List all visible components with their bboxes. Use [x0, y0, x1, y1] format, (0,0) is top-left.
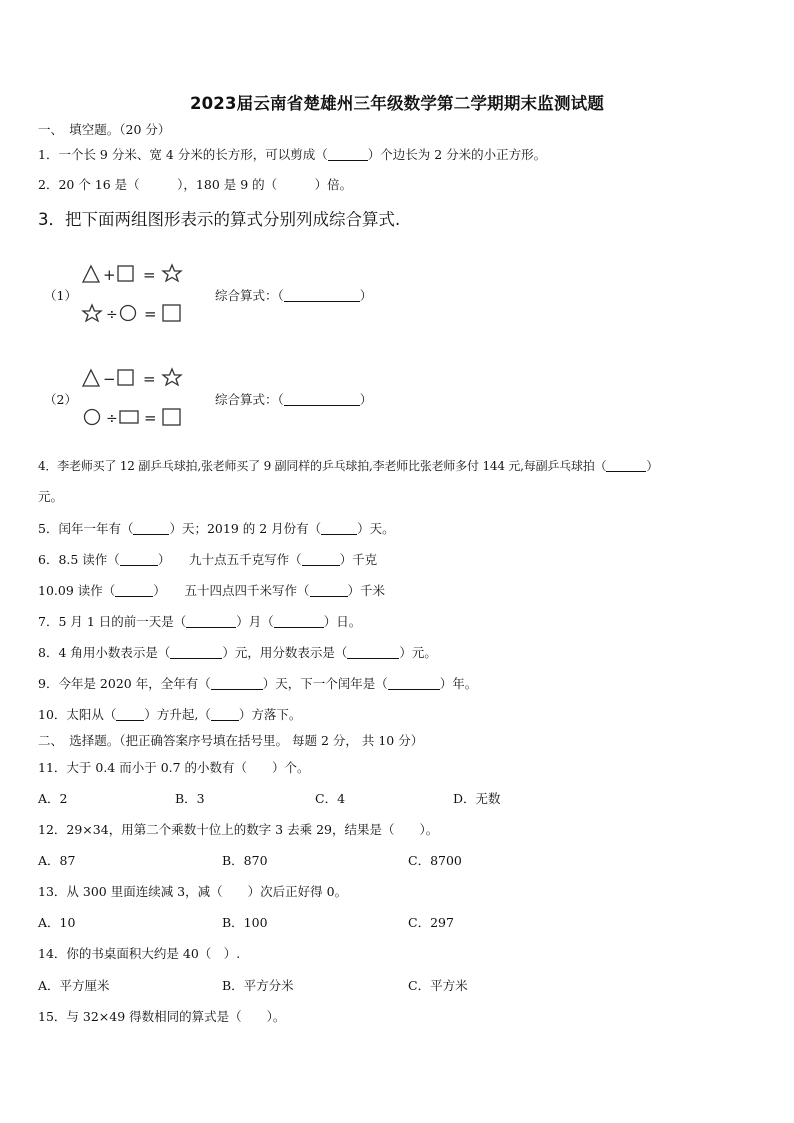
divide-sign: ÷	[106, 307, 118, 323]
q13-option-b[interactable]: B．100	[222, 915, 268, 930]
q3-item-2-figure	[80, 366, 185, 428]
question-6: 6．8.5 读作（ ） 九十点五千克写作（ ）千克	[38, 552, 378, 567]
answer-blank[interactable]	[211, 677, 263, 690]
question-8: 8．4 角用小数表示是（ ）元，用分数表示是（ ）元。	[38, 645, 437, 660]
equals-sign: =	[144, 409, 157, 427]
star-icon	[83, 305, 101, 321]
question-10: 10．太阳从（ ）方升起,（ ）方落下。	[38, 707, 302, 722]
answer-blank[interactable]	[115, 584, 153, 597]
answer-blank[interactable]	[211, 708, 239, 721]
q11-option-d[interactable]: D．无数	[453, 791, 501, 806]
q3-item-1-figure	[80, 262, 185, 324]
minus-sign: −	[103, 370, 116, 388]
answer-blank[interactable]	[186, 615, 236, 628]
equals-sign: =	[143, 266, 156, 284]
q3-item-1-answer: 综合算式：（ ）	[215, 288, 373, 303]
answer-blank[interactable]	[388, 677, 440, 690]
answer-blank[interactable]	[606, 459, 646, 472]
question-13: 13．从 300 里面连续减 3，减（ ）次后正好得 0。	[38, 884, 348, 899]
q3-item-2-number: （2）	[44, 392, 77, 407]
answer-blank[interactable]	[133, 522, 169, 535]
page-title: 2023届云南省楚雄州三年级数学第二学期期末监测试题	[189, 94, 605, 113]
q11-option-c[interactable]: C．4	[315, 791, 346, 806]
q12-option-b[interactable]: B．870	[222, 853, 268, 868]
square-icon	[118, 266, 133, 281]
q14-option-b[interactable]: B．平方分米	[222, 978, 294, 993]
answer-blank[interactable]	[328, 148, 368, 161]
q3-item-1-number: （1）	[44, 288, 77, 303]
question-15: 15．与 32×49 得数相同的算式是（ ）。	[38, 1009, 286, 1024]
star-icon	[163, 369, 181, 385]
square-icon	[163, 409, 180, 425]
q12-option-a[interactable]: A．87	[38, 853, 76, 868]
plus-sign: +	[103, 266, 116, 284]
question-11: 11．大于 0.4 而小于 0.7 的小数有（ ）个。	[38, 760, 310, 775]
triangle-icon	[83, 370, 99, 386]
answer-blank[interactable]	[116, 708, 144, 721]
answer-blank[interactable]	[321, 522, 357, 535]
answer-blank[interactable]	[284, 289, 360, 302]
q13-option-a[interactable]: A．10	[38, 915, 76, 930]
answer-blank[interactable]	[347, 646, 399, 659]
question-7: 7．5 月 1 日的前一天是（ ）月（ ）日。	[38, 614, 362, 629]
circle-icon	[121, 306, 136, 321]
divide-sign: ÷	[106, 411, 118, 427]
question-14: 14．你的书桌面积大约是 40（ ）.	[38, 946, 241, 961]
answer-blank[interactable]	[120, 553, 158, 566]
q13-option-c[interactable]: C．297	[408, 915, 454, 930]
answer-blank[interactable]	[302, 553, 340, 566]
rectangle-icon	[120, 411, 138, 423]
section-1-heading: 一、 填空题。（20 分）	[38, 122, 171, 137]
question-5: 5．闰年一年有（ ）天；2019 的 2 月份有（ ）天。	[38, 521, 395, 536]
answer-blank[interactable]	[310, 584, 348, 597]
triangle-icon	[83, 266, 99, 282]
q3-item-2-answer: 综合算式：（ ）	[215, 392, 373, 407]
q14-option-a[interactable]: A．平方厘米	[38, 978, 110, 993]
question-2: 2．20 个 16 是（ ），180 是 9 的（ ）倍。	[38, 177, 353, 192]
square-icon	[118, 370, 133, 385]
question-3: 3．把下面两组图形表示的算式分别列成综合算式.	[38, 210, 401, 229]
section-2-heading: 二、 选择题。（把正确答案序号填在括号里。 每题 2 分， 共 10 分）	[38, 733, 424, 748]
question-1: 1．一个长 9 分米、宽 4 分米的长方形，可以剪成（ ）个边长为 2 分米的小正方形。	[38, 147, 547, 162]
answer-blank[interactable]	[170, 646, 222, 659]
question-4-continued: 元。	[38, 489, 64, 504]
circle-icon	[85, 410, 100, 425]
question-4: 4．李老师买了 12 副乒乓球拍,张老师买了 9 副同样的乒乓球拍,李老师比张老师多付 144 元,每副乒乓球拍（ ）	[38, 459, 659, 473]
square-icon	[163, 305, 180, 321]
question-9: 9．今年是 2020 年，全年有（ ）天，下一个闰年是（ ）年。	[38, 676, 478, 691]
answer-blank[interactable]	[274, 615, 324, 628]
q11-option-b[interactable]: B．3	[175, 791, 205, 806]
answer-blank[interactable]	[284, 393, 360, 406]
q12-option-c[interactable]: C．8700	[408, 853, 462, 868]
q14-option-c[interactable]: C．平方米	[408, 978, 468, 993]
question-12: 12．29×34，用第二个乘数十位上的数字 3 去乘 29，结果是（ ）。	[38, 822, 439, 837]
equals-sign: =	[143, 370, 156, 388]
question-6-part-2: 10.09 读作（ ） 五十四点四千米写作（ ）千米	[38, 583, 386, 598]
equals-sign: =	[144, 305, 157, 323]
q11-option-a[interactable]: A．2	[38, 791, 68, 806]
star-icon	[163, 265, 181, 281]
